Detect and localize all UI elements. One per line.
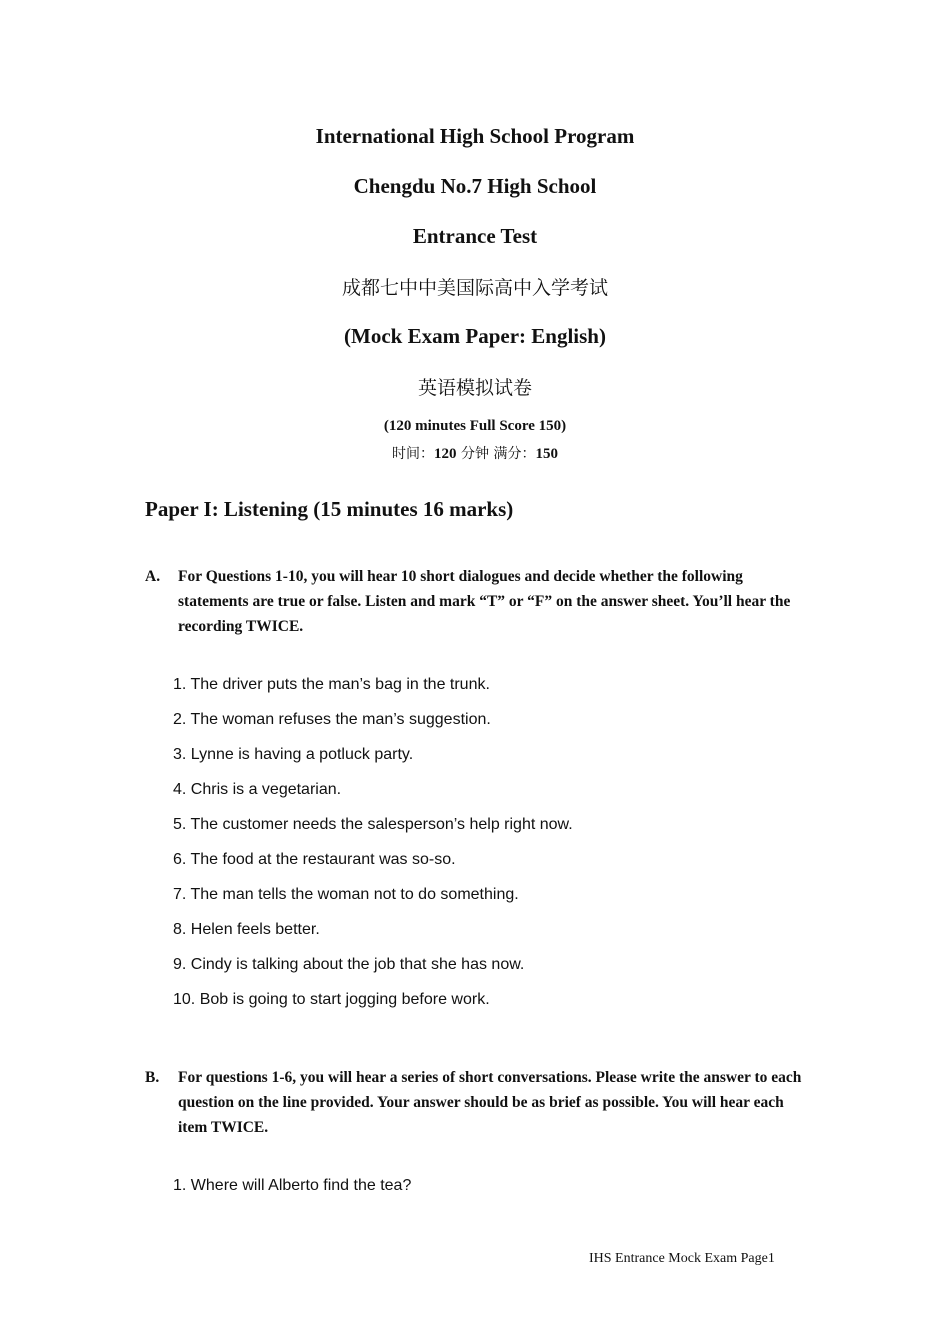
list-item: 5. The customer needs the salesperson’s help right now. bbox=[173, 816, 573, 833]
test-title-chinese: 成都七中中美国际高中入学考试 bbox=[341, 277, 608, 299]
section-a-instruction-text: For Questions 1-10, you will hear 10 short dialogues and decide whether the following statements are true or false. Listen and mark “T” or “F” on the answer sheet. You’ll hear the recording TWICE. bbox=[178, 568, 791, 635]
list-item: 6. The food at the restaurant was so-so. bbox=[173, 851, 456, 868]
list-item: 4. Chris is a vegetarian. bbox=[173, 781, 342, 798]
paper1-title: Paper I: Listening (15 minutes 16 marks) bbox=[145, 497, 514, 521]
section-b-letter: B. bbox=[145, 1069, 160, 1086]
score-value: 150 bbox=[535, 446, 558, 462]
paper-subtitle: (Mock Exam Paper: English) bbox=[344, 324, 606, 348]
list-item: 10. Bob is going to start jogging before work. bbox=[173, 991, 490, 1008]
list-item: 9. Cindy is talking about the job that she has now. bbox=[173, 956, 525, 973]
list-item: 1. The driver puts the man’s bag in the trunk. bbox=[173, 676, 490, 693]
list-item: 2. The woman refuses the man’s suggestion. bbox=[173, 711, 491, 728]
paper-subtitle-chinese: 英语模拟试卷 bbox=[417, 377, 532, 399]
section-b-items bbox=[173, 1176, 411, 1196]
duration-chinese bbox=[0, 443, 950, 463]
section-b-instruction-text: For questions 1-6, you will hear a series of short conversations. Please write the answer to each question on the line provided. Your answer should be as brief as possible. You will hear each item TWICE. bbox=[178, 1069, 802, 1136]
test-title: Entrance Test bbox=[412, 224, 538, 248]
duration-english: (120 minutes Full Score 150) bbox=[383, 418, 567, 434]
program-title: International High School Program bbox=[315, 124, 635, 148]
section-a-letter: A. bbox=[145, 568, 161, 585]
list-item: 1. Where will Alberto find the tea? bbox=[173, 1177, 412, 1194]
time-value: 120 bbox=[434, 446, 457, 462]
time-label: 时间： bbox=[392, 446, 435, 462]
section-a-items bbox=[173, 675, 573, 1025]
section-a-instruction bbox=[145, 564, 810, 639]
page-footer: IHS Entrance Mock Exam Page1 bbox=[589, 1251, 775, 1266]
list-item: 8. Helen feels better. bbox=[173, 921, 320, 938]
list-item: 3. Lynne is having a potluck party. bbox=[173, 746, 414, 763]
section-b-instruction bbox=[145, 1065, 810, 1140]
list-item: 7. The man tells the woman not to do something. bbox=[173, 886, 519, 903]
time-unit-score-label: 分钟 满分： bbox=[456, 446, 536, 462]
school-name: Chengdu No.7 High School bbox=[353, 174, 597, 198]
